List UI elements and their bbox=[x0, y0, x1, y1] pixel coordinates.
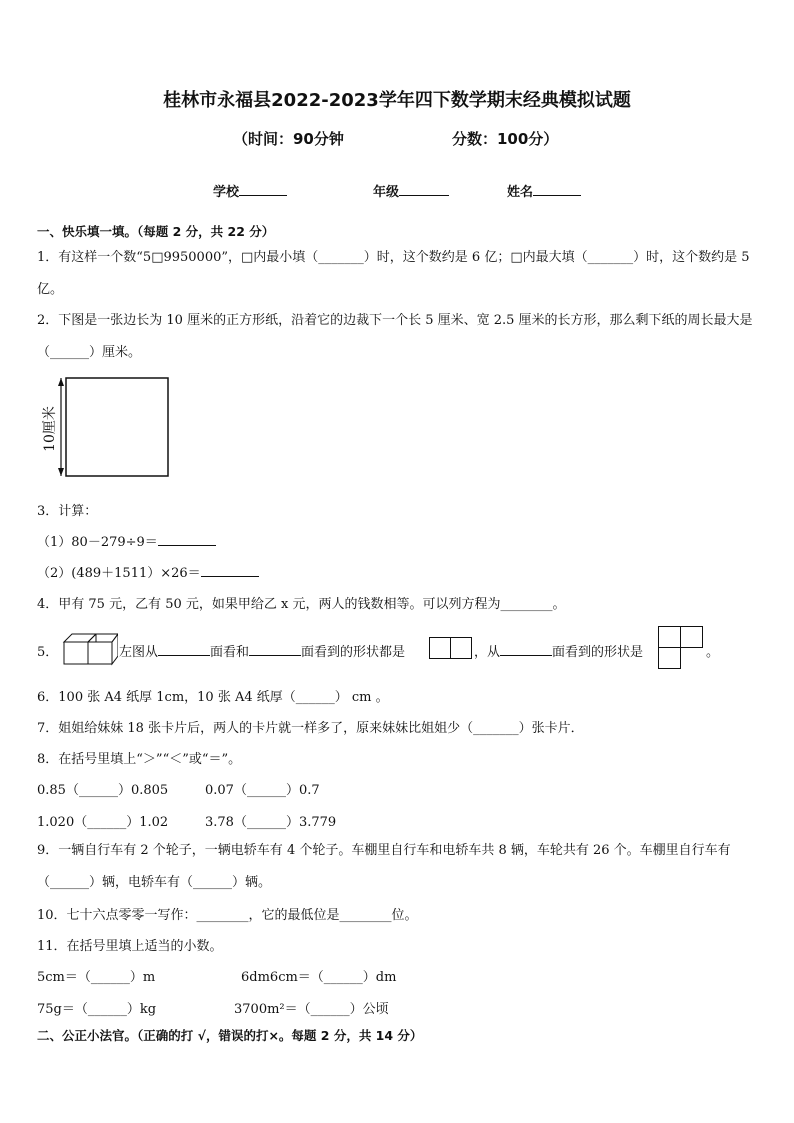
l-shape bbox=[658, 626, 704, 670]
q5-part-b: 面看和 bbox=[210, 645, 250, 660]
question-7: 7．姐姐给妹妹 18 张卡片后，两人的卡片就一样多了，原来妹妹比姐姐少（_______）张卡片． bbox=[37, 721, 584, 736]
q11-d: 3700m²＝（______）公顷 bbox=[234, 1002, 389, 1017]
square-side-label: 10厘米 bbox=[42, 406, 58, 452]
q5-part-f: 。 bbox=[706, 645, 720, 660]
answer-blank[interactable] bbox=[158, 533, 216, 546]
section-1-heading: 一、快乐填一填。（每题 2 分，共 22 分） bbox=[37, 224, 275, 239]
question-6: 6．100 张 A4 纸厚 1cm，10 张 A4 纸厚（______） cm 。 bbox=[37, 690, 389, 705]
question-5-text bbox=[119, 641, 405, 660]
question-5-text-2 bbox=[474, 641, 643, 660]
question-3-2 bbox=[37, 562, 259, 581]
question-8: 8．在括号里填上“＞”“＜”或“＝”。 bbox=[37, 752, 242, 767]
q8-row2-b: 3.78（______）3.779 bbox=[205, 815, 337, 830]
answer-blank[interactable] bbox=[249, 643, 301, 656]
question-3-2-text: （2）(489＋1511）×26＝ bbox=[37, 566, 201, 581]
two-square-shape bbox=[429, 637, 473, 659]
answer-blank[interactable] bbox=[158, 643, 210, 656]
grade-label: 年级 bbox=[373, 185, 400, 200]
cube-figure bbox=[62, 630, 118, 666]
q5-part-d: ，从 bbox=[474, 645, 501, 660]
q5-part-a: 左图从 bbox=[119, 645, 159, 660]
q8-row2-a: 1.020（______）1.02 bbox=[37, 815, 169, 830]
question-3-1-text: （1）80－279÷9＝ bbox=[37, 535, 158, 550]
q8-row1-b: 0.07（______）0.7 bbox=[205, 783, 320, 798]
answer-blank[interactable] bbox=[500, 643, 552, 656]
answer-blank[interactable] bbox=[201, 564, 259, 577]
question-11: 11．在括号里填上适当的小数。 bbox=[37, 939, 223, 954]
question-1: 1．有这样一个数“5□9950000”，□内最小填（_______）时，这个数约是 6 亿；□内最大填（_______）时，这个数约是 5 亿。 bbox=[37, 250, 750, 297]
section-2-heading: 二、公正小法官。（正确的打 √，错误的打×。每题 2 分，共 14 分） bbox=[37, 1028, 423, 1043]
grade-field bbox=[373, 181, 449, 200]
question-3-1 bbox=[37, 531, 216, 550]
name-blank[interactable] bbox=[533, 183, 581, 196]
name-field bbox=[507, 181, 581, 200]
q5-part-e: 面看到的形状是 bbox=[552, 645, 644, 660]
question-9: 9．一辆自行车有 2 个轮子，一辆电轿车有 4 个轮子。车棚里自行车和电轿车共 8 辆，车轮共有 26 个。车棚里自行车有（______）辆，电轿车有（______）辆。 bbox=[37, 843, 731, 890]
school-label: 学校 bbox=[213, 185, 240, 200]
question-4: 4．甲有 75 元，乙有 50 元，如果甲给乙 x 元，两人的钱数相等。可以列方程为________。 bbox=[37, 597, 566, 612]
grade-blank[interactable] bbox=[399, 183, 449, 196]
q11-c: 75g＝（______）kg bbox=[37, 1002, 157, 1017]
q5-part-c: 面看到的形状都是 bbox=[301, 645, 406, 660]
q11-b: 6dm6cm＝（______）dm bbox=[241, 970, 397, 985]
question-2: 2．下图是一张边长为 10 厘米的正方形纸，沿着它的边裁下一个长 5 厘米、宽 2.5 厘米的长方形，那么剩下纸的周长最大是（______）厘米。 bbox=[37, 313, 753, 360]
question-5-number: 5． bbox=[37, 645, 59, 660]
exam-time: （时间：90分钟 bbox=[233, 130, 344, 148]
question-3: 3．计算： bbox=[37, 504, 98, 519]
q8-row1-a: 0.85（______）0.805 bbox=[37, 783, 169, 798]
exam-score: 分数：100分） bbox=[452, 130, 559, 148]
school-field bbox=[213, 181, 287, 200]
school-blank[interactable] bbox=[239, 183, 287, 196]
page-title: 桂林市永福县2022-2023学年四下数学期末经典模拟试题 bbox=[163, 90, 631, 111]
question-10: 10．七十六点零零一写作：________，它的最低位是________位。 bbox=[37, 908, 418, 923]
q11-a: 5cm＝（______）m bbox=[37, 970, 156, 985]
name-label: 姓名 bbox=[507, 185, 534, 200]
